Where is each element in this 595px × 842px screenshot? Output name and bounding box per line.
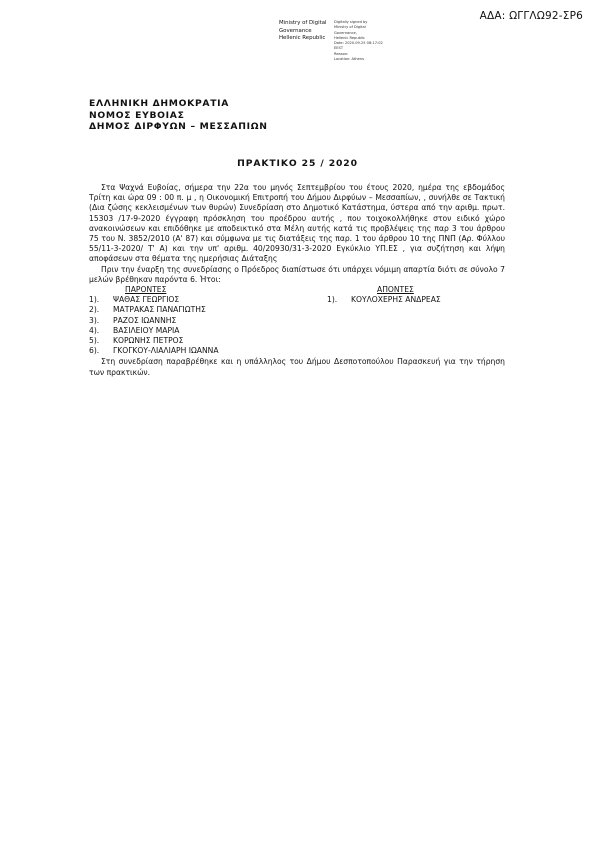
- list-item: [89, 305, 297, 315]
- ada-code: ΑΔΑ: ΩΓΓΛΩ92-ΣΡ6: [479, 10, 583, 22]
- letterhead: [89, 98, 268, 133]
- item-number: 4).: [89, 325, 100, 335]
- signature-detail-line: EEST: [334, 46, 344, 51]
- signature-detail-line: Hellenic Republic: [334, 35, 365, 40]
- letterhead-line: ΕΛΛΗΝΙΚΗ ΔΗΜΟΚΡΑΤΙΑ: [89, 98, 230, 109]
- member-name: ΡΑΖΟΣ ΙΩΑΝΝΗΣ: [113, 315, 177, 325]
- item-number: 2).: [89, 305, 100, 315]
- signature-detail-line: Location: Athens: [334, 57, 364, 62]
- list-item: [89, 316, 297, 326]
- item-number: 3).: [89, 315, 100, 325]
- signature-detail-line: Date: 2020.09.25 08:17:02: [334, 41, 383, 46]
- member-name: ΚΟΡΩΝΗΣ ΠΕΤΡΟΣ: [113, 336, 184, 346]
- signature-detail-line: Digitally signed by: [334, 20, 368, 24]
- signature-details: [334, 20, 383, 62]
- present-heading: ΠΑΡΟΝΤΕΣ: [125, 285, 167, 295]
- attendance-columns: [89, 285, 505, 356]
- signature-detail-line: Governance,: [334, 30, 357, 35]
- item-number: 6).: [89, 346, 100, 356]
- member-name: ΨΑΘΑΣ ΓΕΩΡΓΙΟΣ: [113, 295, 180, 305]
- intro-paragraph: Στα Ψαχνά Ευβοίας, σήμερα την 22α του μηνός Σεπτεμβρίου του έτους 2020, ημέρα της εβδομάδος Τρίτη και ώρα 09 : 00 π. μ , η Οικονομική Επιτροπή του Δήμου Διρφύων – Μεσσαπίων, , συνήλθε σε Τακτική (Δια ζώσης κεκλεισμένων των θυρών) Συνεδρίαση στο Δημοτικό Κατάστημα, ύστερα από την αριθμ. πρωτ. 15303 /17-9-2020 έγγραφη πρόσκληση του προέδρου αυτής , που τοιχοκολλήθηκε στον ειδικό χώρο ανακοινώσεων και επιδόθηκε με αποδεικτικό στα Μέλη αυτής κατά τις προβλέψεις της παρ 3 του άρθρου 75 του Ν. 3852/2010 (Α' 87) και σύμφωνα με τις διατάξεις της παρ. 1 του άρθρου 10 της ΠΝΠ (Αρ. Φύλλου 55/11-3-2020/ Τ' Α) και την υπ' αριθμ. 40/20930/31-3-2020 Εγκύκλιο ΥΠ.ΕΣ , για συζήτηση και λήψη αποφάσεων στα θέματα της ημερήσιας Διάταξης: [89, 183, 505, 264]
- letterhead-line: ΝΟΜΟΣ ΕΥΒΟΙΑΣ: [89, 109, 185, 121]
- list-item: [89, 336, 297, 346]
- member-name: ΒΑΣΙΛΕΙΟΥ ΜΑΡΙΑ: [113, 325, 180, 335]
- closing-paragraph: Στη συνεδρίαση παραβρέθηκε και η υπάλληλος του Δήμου Δεσποτοπούλου Παρασκευή για την τήρηση των πρακτικών.: [89, 357, 505, 377]
- signature-issuer: [279, 20, 327, 43]
- list-item: [89, 326, 297, 336]
- quorum-paragraph: Πριν την έναρξη της συνεδρίασης ο Πρόεδρος διαπίστωσε ότι υπάρχει νόμιμη απαρτία διότι σε σύνολο 7 μελών βρέθηκαν παρόντα 6. Ήτοι:: [89, 264, 505, 284]
- present-column: [89, 285, 297, 356]
- absent-heading: ΑΠΟΝΤΕΣ: [377, 285, 414, 295]
- member-name: ΓΚΟΓΚΟΥ-ΛΙΑΛΙΑΡΗ ΙΩΑΝΝΑ: [113, 346, 219, 356]
- signature-line: Ministry of Digital: [279, 20, 327, 26]
- list-item: [89, 295, 297, 305]
- item-number: 5).: [89, 336, 100, 346]
- list-item: [89, 346, 297, 356]
- signature-line: Governance: [279, 27, 312, 34]
- item-number: 1).: [327, 295, 338, 305]
- list-item: [297, 295, 505, 305]
- signature-line: Hellenic Republic: [279, 35, 326, 42]
- document-title: ΠΡΑΚΤΙΚΟ 25 / 2020: [237, 158, 358, 169]
- signature-detail-line: Reason:: [334, 51, 349, 56]
- signature-detail-line: Ministry of Digital: [334, 25, 366, 30]
- item-number: 1).: [89, 295, 100, 305]
- letterhead-line: ΔΗΜΟΣ ΔΙΡΦΥΩΝ – ΜΕΣΣΑΠΙΩΝ: [89, 121, 268, 133]
- member-name: ΚΟΥΛΟΧΕΡΗΣ ΑΝΔΡΕΑΣ: [351, 295, 441, 305]
- member-name: ΜΑΤΡΑΚΑΣ ΠΑΝΑΓΙΩΤΗΣ: [113, 305, 206, 315]
- digital-signature-stamp: [279, 20, 429, 62]
- absent-column: [297, 285, 505, 356]
- minutes-body: [89, 183, 505, 378]
